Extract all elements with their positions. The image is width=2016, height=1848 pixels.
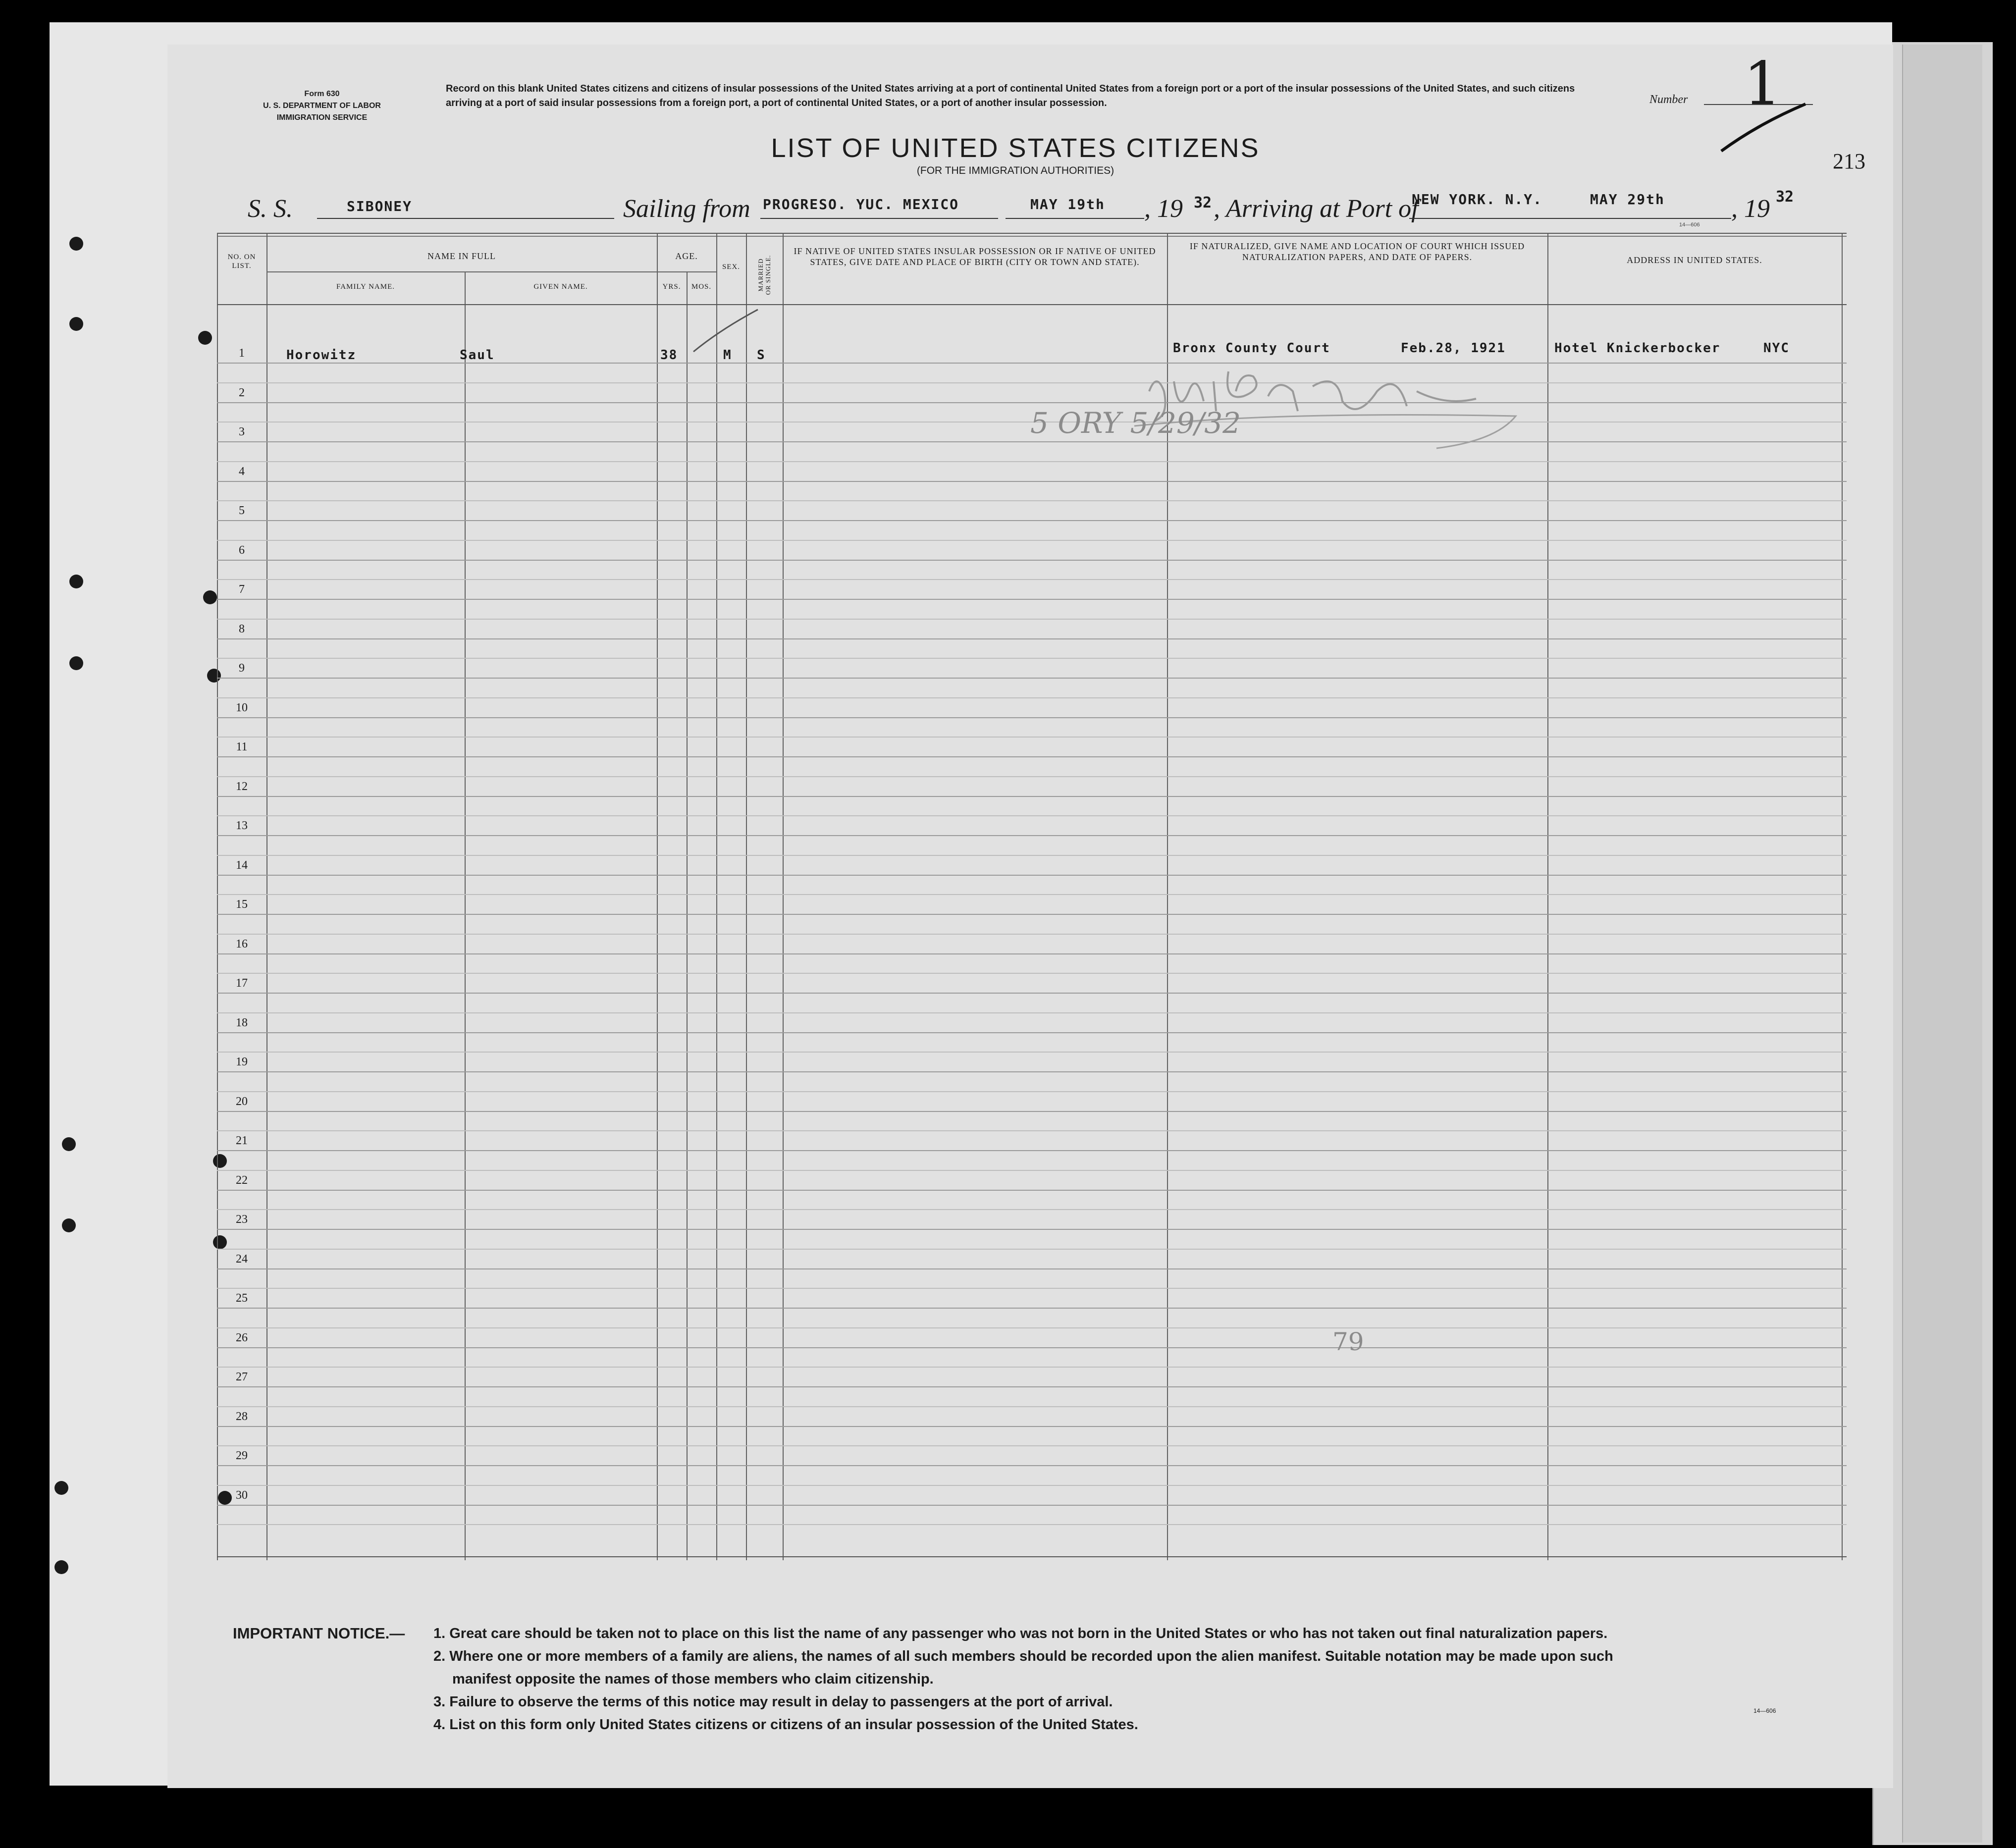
row-line [217,638,1847,639]
check-mark [691,307,760,357]
pencil-annotation: 5 ORY 5/29/32 [1030,406,1241,440]
row-number: 19 [236,1056,248,1068]
row-1-sex: M [723,348,732,363]
notice-item-1: 1. Great care should be taken not to place on this list the name of any passenger who was not born in the United States or who has not taken out final naturalization papers. [433,1626,1608,1641]
row-number: 17 [236,977,248,990]
row-half-line [217,894,1847,895]
row-half-line [217,1052,1847,1053]
row-half-line [217,461,1847,462]
row-half-line [217,619,1847,620]
row-line [217,756,1847,757]
header-bottom-rule [217,304,1847,305]
row-1-family-name: Horowitz [286,348,357,363]
row-line [217,914,1847,915]
notice-label: IMPORTANT NOTICE.— [233,1625,405,1642]
arriving-label: , Arriving at Port of [1214,195,1419,223]
header-yrs: YRS. [662,283,681,291]
punch-hole [54,1481,68,1495]
arrival-port: NEW YORK. N.Y. [1412,191,1543,208]
row-half-line [217,1249,1847,1250]
footer-code: 14—606 [1753,1707,1776,1714]
row-number: 13 [236,819,248,832]
sailing-from-label: Sailing from [623,195,750,223]
page-subtitle: (FOR THE IMMIGRATION AUTHORITIES) [916,165,1114,176]
header-no: NO. ON LIST. [227,253,256,270]
row-number: 2 [239,386,245,399]
row-line [217,993,1847,994]
header-native: IF NATIVE OF UNITED STATES INSULAR POSSESSION OR IF NATIVE OF UNITED STATES, GIVE DATE AND PLACE OF BIRTH (CITY OR TOWN AND STATE). [794,246,1156,267]
row-half-line [217,1012,1847,1013]
row-1-given-name: Saul [460,348,495,363]
row-half-line [217,855,1847,856]
form-number: Form 630 [304,90,340,98]
row-number: 1 [239,347,245,360]
row-number: 10 [236,701,248,714]
row-half-line [217,1485,1847,1486]
row-line [217,520,1847,521]
row-half-line [217,382,1847,383]
row-line [217,441,1847,442]
row-line [217,678,1847,679]
number-slash-mark [1719,99,1808,154]
col-rule [1547,233,1548,1560]
row-half-line [217,1327,1847,1328]
row-half-line [217,1209,1847,1210]
arrival-line [1409,218,1731,219]
row-number: 3 [239,425,245,438]
ship-name: SIBONEY [347,198,413,214]
row-line [217,1268,1847,1269]
header-mos: MOS. [691,283,712,291]
row-line [217,1347,1847,1348]
row-half-line [217,1524,1847,1525]
table-top-rule-inner [217,236,1847,237]
header-address: ADDRESS IN UNITED STATES. [1627,255,1762,265]
department-name: U. S. DEPARTMENT OF LABOR [263,102,381,110]
punch-hole [69,317,83,331]
row-1-court: Bronx County Court [1173,341,1330,356]
row-1-papers-date: Feb.28, 1921 [1401,341,1506,356]
row-line [217,1150,1847,1151]
row-half-line [217,1091,1847,1092]
punch-hole [54,1560,68,1574]
row-number: 5 [239,504,245,517]
row-half-line [217,500,1847,501]
header-name-in-full: NAME IN FULL [427,251,496,261]
page-title: LIST OF UNITED STATES CITIZENS [771,133,1260,163]
row-number: 18 [236,1016,248,1029]
service-name: IMMIGRATION SERVICE [276,113,368,122]
form-reference [223,88,421,124]
row-line [217,402,1847,403]
row-1-marital-status: S [757,348,766,363]
row-half-line [217,1288,1847,1289]
row-half-line [217,934,1847,935]
row-line [217,875,1847,876]
row-number: 7 [239,583,245,596]
header-naturalized: IF NATURALIZED, GIVE NAME AND LOCATION OF COURT WHICH ISSUED NATURALIZATION PAPERS, AND DATE OF PAPERS. [1189,241,1525,262]
punch-hole [62,1137,76,1151]
from-port-line [760,218,998,219]
row-line [217,1426,1847,1427]
row-line [217,1308,1847,1309]
arrival-date: MAY 29th [1590,191,1665,208]
header-married-single: MARRIED OR SINGLE. [757,255,772,295]
row-number: 16 [236,937,248,950]
row-number: 29 [236,1449,248,1462]
col-rule [716,233,717,1560]
col-rule [657,233,658,1560]
col-rule [783,233,784,1560]
punch-hole [62,1218,76,1232]
row-number: 8 [239,622,245,635]
number-label: Number [1649,93,1688,106]
row-line [217,1465,1847,1466]
row-number: 23 [236,1213,248,1226]
row-half-line [217,1406,1847,1407]
sail-date: MAY 19th [1030,196,1105,212]
row-line [217,481,1847,482]
row-1-age-years: 38 [660,348,678,363]
row-line [217,835,1847,836]
punch-hole [69,656,83,670]
row-half-line [217,737,1847,738]
row-line [217,1386,1847,1387]
table-top-rule [217,233,1847,234]
header-age: AGE. [675,251,698,261]
pencil-number: 79 [1332,1327,1364,1356]
punch-hole [69,575,83,588]
from-port: PROGRESO. YUC. MEXICO [763,196,959,212]
row-number: 26 [236,1331,248,1344]
number-value: 1 [1744,50,1782,118]
row-half-line [217,815,1847,816]
col-rule [746,233,747,1560]
notice-item-3: 3. Failure to observe the terms of this notice may result in delay to passengers at the port of arrival. [433,1694,1113,1710]
table-bottom-rule [217,1556,1847,1557]
printer-code: 14—606 [1679,222,1700,228]
row-half-line [217,1367,1847,1368]
row-half-line [217,658,1847,659]
underlying-page-edge [1902,45,1982,1843]
row-number: 22 [236,1173,248,1187]
header-sex: SEX. [722,263,741,271]
arrival-year: 32 [1776,188,1794,206]
row-number: 15 [236,898,248,911]
row-half-line [217,776,1847,777]
row-number: 11 [236,740,248,753]
notice-item-2-cont: manifest opposite the names of those members who claim citizenship. [452,1671,934,1687]
row-line [217,717,1847,718]
row-half-line [217,540,1847,541]
sheet-number: 213 [1833,149,1865,173]
row-half-line [217,1445,1847,1446]
notice-item-2: 2. Where one or more members of a family are aliens, the names of all such members should be recorded upon the alien manifest. Suitable notation may be made upon such [433,1648,1613,1664]
row-line [217,560,1847,561]
header-given-name: GIVEN NAME. [533,283,588,291]
row-line [217,796,1847,797]
header-subrule [266,271,657,272]
row-line [217,1111,1847,1112]
header-family-name: FAMILY NAME. [336,283,395,291]
row-number: 30 [236,1488,248,1502]
arrival-year-prefix: , 19 [1731,195,1770,223]
row-half-line [217,697,1847,698]
row-number: 9 [239,662,245,675]
col-rule [1842,233,1843,1560]
row-line [217,1071,1847,1072]
row-number: 14 [236,858,248,872]
sail-year-prefix: , 19 [1144,195,1183,223]
row-half-line [217,973,1847,974]
sail-year: 32 [1194,194,1212,211]
row-number: 12 [236,780,248,793]
col-rule [217,233,218,1560]
ss-label: S. S. [248,195,293,223]
row-line [217,363,1847,364]
row-line [217,1229,1847,1230]
row-line [217,599,1847,600]
row-1-city: NYC [1763,341,1790,356]
row-half-line [217,1170,1847,1171]
row-1-address: Hotel Knickerbocker [1554,341,1721,356]
row-line [217,1505,1847,1506]
row-line [217,953,1847,954]
row-number: 6 [239,543,245,557]
punch-hole [69,237,83,251]
punch-hole [198,331,212,345]
row-number: 24 [236,1252,248,1266]
form-instructions: Record on this blank United States citizens and citizens of insular possessions of the United States arriving at a port of continental United States from a foreign port or a port of the insular possessions of the United States, and such citizens arriving at a port of said insular possessions from a foreign port, a port of continental United States, or a port of another insular possession. [446,83,1575,108]
punch-hole [203,590,217,604]
row-line [217,1032,1847,1033]
row-number: 4 [239,465,245,478]
notice-item-4: 4. List on this form only United States citizens or citizens of an insular possession of the United States. [433,1717,1138,1733]
ship-line [317,218,614,219]
row-number: 21 [236,1134,248,1147]
row-line [217,1190,1847,1191]
row-number: 25 [236,1292,248,1305]
row-half-line [217,1130,1847,1131]
row-number: 28 [236,1410,248,1423]
row-number: 27 [236,1371,248,1383]
row-half-line [217,579,1847,580]
col-rule [266,233,267,1560]
header-subrule [657,271,716,272]
row-number: 20 [236,1095,248,1108]
sail-date-line [1006,218,1144,219]
